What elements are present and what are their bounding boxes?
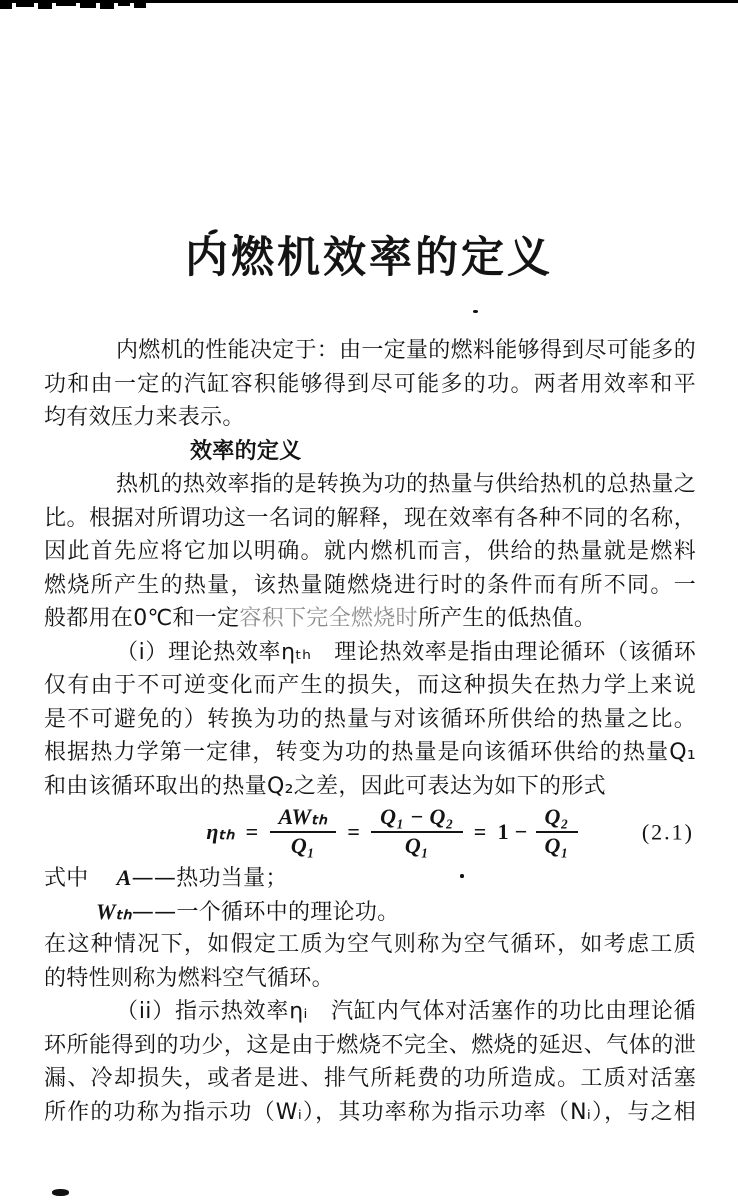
scan-blob bbox=[0, 0, 12, 9]
where-definition-line bbox=[44, 861, 696, 895]
equals-sign: = bbox=[245, 819, 259, 845]
equation-lhs: ηₜₕ bbox=[206, 819, 235, 845]
fraction: $\frac{\text{Q₂}}{\text{Q₁}}$ bbox=[536, 805, 578, 858]
scan-blob bbox=[16, 0, 34, 7]
text-line: 根据热力学第一定律，转变为功的热量是向该循环供给的热量Q₁ bbox=[44, 740, 696, 765]
fraction: $\frac{\text{Q₁ − Q₂}}{\text{Q₁}}$ bbox=[371, 805, 463, 858]
text-segment: 所产生的低热值。 bbox=[417, 606, 597, 631]
symbol-Wth: Wₜₕ bbox=[96, 898, 132, 924]
text-line: 均有效压力来表示。 bbox=[44, 405, 245, 430]
text-line: 内燃机的性能决定于：由一定量的燃料能够得到尽可能多的 bbox=[116, 338, 696, 363]
text-line: 在这种情况下，如假定工质为空气则称为空气循环，如考虑工质 bbox=[44, 932, 696, 957]
text-line: 所作的功称为指示功（Wᵢ），其功率称为指示功率（Nᵢ），与之相 bbox=[44, 1099, 696, 1125]
scan-blob bbox=[118, 0, 130, 6]
scan-blob bbox=[38, 0, 52, 9]
text-segment: 般都用在0℃和一定 bbox=[44, 606, 240, 631]
text-line bbox=[44, 602, 696, 636]
scan-blob bbox=[134, 0, 146, 8]
scan-speck bbox=[52, 1189, 69, 1196]
definition-text: ——一个循环中的理论功。 bbox=[131, 899, 400, 925]
constant-term: 1 − bbox=[497, 819, 528, 845]
text-line: 漏、冷却损失，或者是进、排气所耗费的功所造成。工质对活塞 bbox=[44, 1066, 696, 1091]
equals-sign: = bbox=[473, 819, 487, 845]
scan-blob bbox=[56, 0, 76, 6]
text-line: （i）理论热效率ηₜₕ 理论热效率是指由理论循环（该循环 bbox=[116, 639, 696, 665]
text-line: （ii）指示热效率ηᵢ 汽缸内气体对活塞作的功比由理论循 bbox=[116, 999, 696, 1024]
equation-2-1 bbox=[44, 803, 696, 861]
symbol-A: A bbox=[116, 865, 132, 890]
equals-sign: = bbox=[347, 819, 361, 845]
text-line: 环所能得到的功少，这是由于燃烧不完全、燃烧的延迟、气体的泄 bbox=[44, 1032, 696, 1058]
definition-text: ——热功当量； bbox=[131, 866, 288, 891]
scan-blob bbox=[100, 0, 114, 9]
text-line: 仅有由于不可逆变化而产生的损失，而这种损失在热力学上来说 bbox=[44, 673, 696, 698]
equation-number: (2.1) bbox=[641, 819, 694, 845]
fraction: $\frac{\text{AWₜₕ}}{\text{Q₁}}$ bbox=[270, 805, 337, 858]
text-line: 热机的热效率指的是转换为功的热量与供给热机的总热量之 bbox=[116, 472, 696, 497]
text-line: 的特性则称为燃料空气循环。 bbox=[44, 965, 334, 991]
text-line: 燃烧所产生的热量，该热量随燃烧进行时的条件而有所不同。一 bbox=[44, 572, 696, 598]
text-line: 因此首先应将它加以明确。就内燃机而言，供给的热量就是燃料 bbox=[44, 539, 696, 564]
scan-speck bbox=[473, 310, 478, 313]
faded-text-segment: 容积下完全燃烧时 bbox=[239, 606, 418, 631]
text-line: 比。根据对所谓功这一名词的解释，现在效率有各种不同的名称， bbox=[44, 505, 696, 531]
text-line: 和由该循环取出的热量Q₂之差，因此可表达为如下的形式 bbox=[44, 773, 606, 799]
where-definition-line bbox=[44, 895, 696, 929]
where-prefix: 式中 bbox=[44, 866, 89, 891]
text-line: 功和由一定的汽缸容积能够得到尽可能多的功。两者用效率和平 bbox=[44, 371, 696, 397]
body-text-column bbox=[44, 334, 696, 1129]
text-line: 是不可避免的）转换为功的热量与对该循环所供给的热量之比。 bbox=[44, 706, 696, 732]
scan-blob bbox=[80, 0, 96, 8]
section-heading: 效率的定义 bbox=[190, 438, 302, 464]
page-title: 内燃机效率的定义 bbox=[185, 233, 553, 283]
